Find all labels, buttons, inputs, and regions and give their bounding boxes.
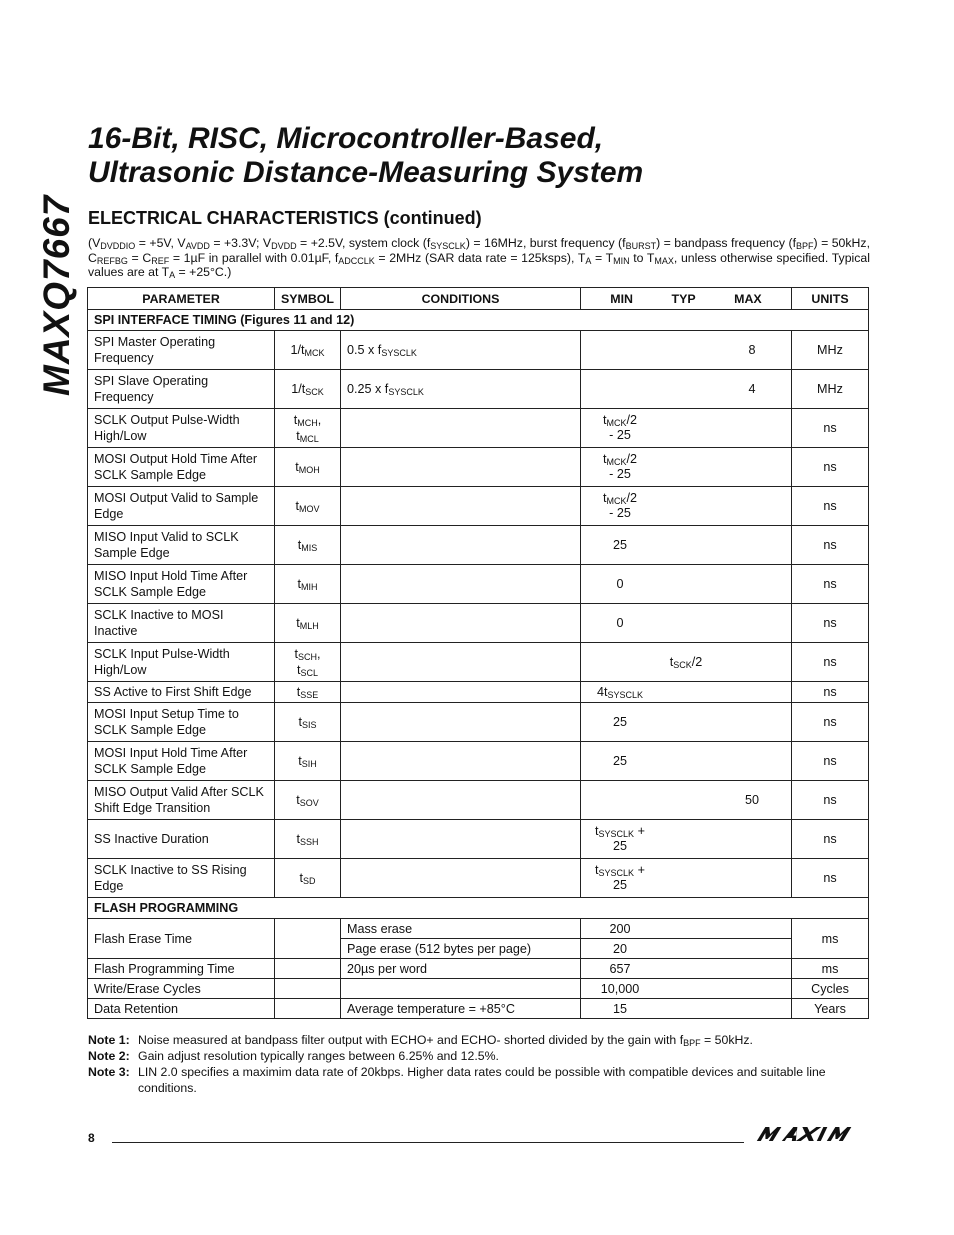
table-row xyxy=(88,370,869,409)
parameter-cell: SS Inactive Duration xyxy=(88,820,275,859)
min-value: $t_{MCK}/2$ - 25 xyxy=(602,452,637,481)
header-max: MAX xyxy=(734,291,762,306)
values-cell xyxy=(581,859,792,898)
symbol-cell: $t_{SCH}$, $t_{SCL}$ xyxy=(275,643,341,682)
min-value: 200 xyxy=(609,921,631,936)
symbol-cell xyxy=(275,959,341,979)
conditions-cell xyxy=(341,409,581,448)
units-cell: ns xyxy=(792,409,869,448)
units-cell: ns xyxy=(792,742,869,781)
table-header-row xyxy=(88,288,869,310)
units-cell: ns xyxy=(792,526,869,565)
parameter-cell: MISO Input Valid to SCLK Sample Edge xyxy=(88,526,275,565)
values-cell xyxy=(581,565,792,604)
table-row xyxy=(88,409,869,448)
symbol-cell: $t_{SSH}$ xyxy=(275,820,341,859)
parameter-cell: MOSI Output Valid to Sample Edge xyxy=(88,487,275,526)
table-row xyxy=(88,919,869,939)
min-value: 25 xyxy=(612,538,627,552)
conditions-cell xyxy=(341,979,581,999)
parameter-cell: Flash Programming Time xyxy=(88,959,275,979)
table-row xyxy=(88,999,869,1019)
parameter-cell: SCLK Output Pulse-Width High/Low xyxy=(88,409,275,448)
section-title-flash: FLASH PROGRAMMING xyxy=(88,898,869,919)
conditions-cell xyxy=(341,565,581,604)
conditions-cell xyxy=(341,643,581,682)
test-conditions: ($V_{DVDDIO} = +5V$, $V_{AVDD} = +3.3V$; $V_{DVDD} = +2.5V$, system clock $(f_{SYSCLK}) = 16MHz$, burst frequency $(f_{BURST})$ = bandpass frequency $(f_{BPF}) = 50kHz$, $C_{REFBG} = C_{REF} = 1\mu F$ in parallel with 0.01µF, $f_{ADCCLK} = 2MHz$ (SAR data rate = 125ksps), $T_A = T_{MIN}$ to $T_{MAX}$, unless otherwise specified. Typical values are at $T_A = +25^\circ C$.) xyxy=(88,236,870,280)
note-1: Note 1: Noise measured at bandpass filter output with ECHO+ and ECHO- shorted divided by the gain with $f_{BPF} = 50kHz$. xyxy=(88,1033,753,1048)
symbol-cell: $1/t_{MCK}$ xyxy=(275,331,341,370)
values-cell xyxy=(581,979,792,999)
units-cell: ns xyxy=(792,682,869,703)
symbol-cell: $t_{SD}$ xyxy=(275,859,341,898)
section-title-spi: SPI INTERFACE TIMING (Figures 11 and 12) xyxy=(88,310,869,331)
min-value: $t_{MCK}/2$ - 25 xyxy=(602,491,637,520)
header-typ: TYP xyxy=(671,291,696,306)
table-row xyxy=(88,703,869,742)
symbol-cell: $t_{SIH}$ xyxy=(275,742,341,781)
max-value: 8 xyxy=(748,343,756,357)
values-cell xyxy=(581,999,792,1019)
values-cell xyxy=(581,409,792,448)
values-cell xyxy=(581,919,792,939)
conditions-cell xyxy=(341,781,581,820)
values-cell xyxy=(581,448,792,487)
conditions-cell xyxy=(341,682,581,703)
header-min-typ-max xyxy=(581,288,792,310)
symbol-cell xyxy=(275,919,341,959)
values-cell xyxy=(581,959,792,979)
values-cell xyxy=(581,643,792,682)
conditions-cell xyxy=(341,487,581,526)
title-line-2: Ultrasonic Distance-Measuring System xyxy=(88,156,644,189)
parameter-cell: Data Retention xyxy=(88,999,275,1019)
units-cell: Years xyxy=(792,999,869,1019)
values-cell xyxy=(581,703,792,742)
values-cell xyxy=(581,939,792,959)
units-cell: Cycles xyxy=(792,979,869,999)
conditions-cell: 0.25 x $f_{SYSCLK}$ xyxy=(341,370,581,409)
conditions-cell: 0.5 x $f_{SYSCLK}$ xyxy=(341,331,581,370)
units-cell: MHz xyxy=(792,331,869,370)
parameter-cell: SS Active to First Shift Edge xyxy=(88,682,275,703)
table-row xyxy=(88,959,869,979)
header-conditions: CONDITIONS xyxy=(341,288,581,310)
symbol-cell: $t_{MIS}$ xyxy=(275,526,341,565)
parameter-cell: MOSI Input Setup Time to SCLK Sample Edge xyxy=(88,703,275,742)
units-cell: ns xyxy=(792,781,869,820)
conditions-cell xyxy=(341,703,581,742)
values-cell xyxy=(581,820,792,859)
symbol-cell: $t_{MCH}$, $t_{MCL}$ xyxy=(275,409,341,448)
units-cell: ms xyxy=(792,959,869,979)
min-value: $t_{SYSCLK}$ + 25 xyxy=(595,863,645,892)
conditions-cell: Average temperature = +85°C xyxy=(341,999,581,1019)
maxim-logo-icon xyxy=(754,1125,866,1143)
min-value: $t_{MCK}/2$ - 25 xyxy=(602,413,637,442)
min-value: 0 xyxy=(616,577,624,591)
parameter-cell: MOSI Input Hold Time After SCLK Sample Edge xyxy=(88,742,275,781)
min-value: 25 xyxy=(612,715,627,729)
symbol-cell: $t_{SIS}$ xyxy=(275,703,341,742)
parameter-cell: MISO Output Valid After SCLK Shift Edge Transition xyxy=(88,781,275,820)
units-cell: ns xyxy=(792,703,869,742)
symbol-cell: $t_{MIH}$ xyxy=(275,565,341,604)
symbol-cell: $t_{MOH}$ xyxy=(275,448,341,487)
symbol-cell xyxy=(275,979,341,999)
units-cell: ns xyxy=(792,643,869,682)
min-value: 15 xyxy=(612,1001,627,1016)
section-heading: ELECTRICAL CHARACTERISTICS (continued) xyxy=(88,208,482,228)
table-row xyxy=(88,979,869,999)
conditions-cell: Mass erase xyxy=(341,919,581,939)
min-value: $4t_{SYSCLK}$ xyxy=(596,685,644,700)
units-cell: ns xyxy=(792,859,869,898)
table-row xyxy=(88,604,869,643)
typ-value: $t_{SCK}/2$ xyxy=(669,655,703,670)
table-row xyxy=(88,820,869,859)
table-row xyxy=(88,781,869,820)
symbol-cell: $t_{MOV}$ xyxy=(275,487,341,526)
conditions-cell xyxy=(341,820,581,859)
header-symbol: SYMBOL xyxy=(275,288,341,310)
conditions-cell xyxy=(341,604,581,643)
symbol-cell xyxy=(275,999,341,1019)
table-row xyxy=(88,859,869,898)
symbol-cell: $t_{SOV}$ xyxy=(275,781,341,820)
table-row xyxy=(88,742,869,781)
section-row-spi xyxy=(88,310,869,331)
values-cell xyxy=(581,487,792,526)
min-value: 20 xyxy=(612,941,627,956)
min-value: 10,000 xyxy=(600,981,640,996)
part-number-side-label xyxy=(28,194,88,400)
parameter-cell: SCLK Input Pulse-Width High/Low xyxy=(88,643,275,682)
conditions-cell xyxy=(341,526,581,565)
min-value: 657 xyxy=(609,961,631,976)
parameter-cell: Flash Erase Time xyxy=(88,919,275,959)
table-row xyxy=(88,331,869,370)
table-row xyxy=(88,565,869,604)
units-cell: ns xyxy=(792,565,869,604)
document-title xyxy=(88,122,888,190)
table-row xyxy=(88,526,869,565)
electrical-characteristics-table xyxy=(87,287,869,1019)
note-2: Note 2: Gain adjust resolution typically ranges between 6.25% and 12.5%. xyxy=(88,1049,499,1063)
page-number: 8 xyxy=(88,1131,95,1145)
table-row xyxy=(88,643,869,682)
table-row xyxy=(88,487,869,526)
conditions-cell: Page erase (512 bytes per page) xyxy=(341,939,581,959)
min-value: 0 xyxy=(616,616,624,630)
symbol-cell: $1/t_{SCK}$ xyxy=(275,370,341,409)
table-row xyxy=(88,682,869,703)
parameter-cell: SCLK Inactive to MOSI Inactive xyxy=(88,604,275,643)
symbol-cell: $t_{MLH}$ xyxy=(275,604,341,643)
units-cell: ns xyxy=(792,448,869,487)
header-units: UNITS xyxy=(792,288,869,310)
parameter-cell: MISO Input Hold Time After SCLK Sample Edge xyxy=(88,565,275,604)
parameter-cell: Write/Erase Cycles xyxy=(88,979,275,999)
min-value: $t_{SYSCLK}$ + 25 xyxy=(595,824,645,853)
conditions-cell xyxy=(341,859,581,898)
values-cell xyxy=(581,604,792,643)
values-cell xyxy=(581,781,792,820)
title-line-1: 16-Bit, RISC, Microcontroller-Based, xyxy=(88,122,604,155)
header-min: MIN xyxy=(610,291,633,306)
min-value: 25 xyxy=(612,754,627,768)
units-cell: ns xyxy=(792,604,869,643)
conditions-cell: 20µs per word xyxy=(341,959,581,979)
conditions-cell xyxy=(341,448,581,487)
units-cell: MHz xyxy=(792,370,869,409)
parameter-cell: SCLK Inactive to SS Rising Edge xyxy=(88,859,275,898)
values-cell xyxy=(581,370,792,409)
max-value: 4 xyxy=(748,382,756,396)
parameter-cell: SPI Master Operating Frequency xyxy=(88,331,275,370)
units-cell: ms xyxy=(792,919,869,959)
values-cell xyxy=(581,331,792,370)
max-value: 50 xyxy=(744,793,759,807)
part-number: MAXQ7667 xyxy=(36,194,77,396)
symbol-cell: $t_{SSE}$ xyxy=(275,682,341,703)
table-notes xyxy=(88,1032,868,1096)
section-row-flash xyxy=(88,898,869,919)
values-cell xyxy=(581,742,792,781)
table-row xyxy=(88,448,869,487)
note-3: Note 3: LIN 2.0 specifies a maximim data rate of 20kbps. Higher data rates could be possible with compatible devices and suitable line conditions. xyxy=(88,1065,826,1095)
page-footer xyxy=(88,1128,866,1146)
footer-rule xyxy=(112,1142,744,1143)
values-cell xyxy=(581,526,792,565)
parameter-cell: MOSI Output Hold Time After SCLK Sample Edge xyxy=(88,448,275,487)
header-parameter: PARAMETER xyxy=(88,288,275,310)
units-cell: ns xyxy=(792,487,869,526)
values-cell xyxy=(581,682,792,703)
parameter-cell: SPI Slave Operating Frequency xyxy=(88,370,275,409)
conditions-cell xyxy=(341,742,581,781)
units-cell: ns xyxy=(792,820,869,859)
